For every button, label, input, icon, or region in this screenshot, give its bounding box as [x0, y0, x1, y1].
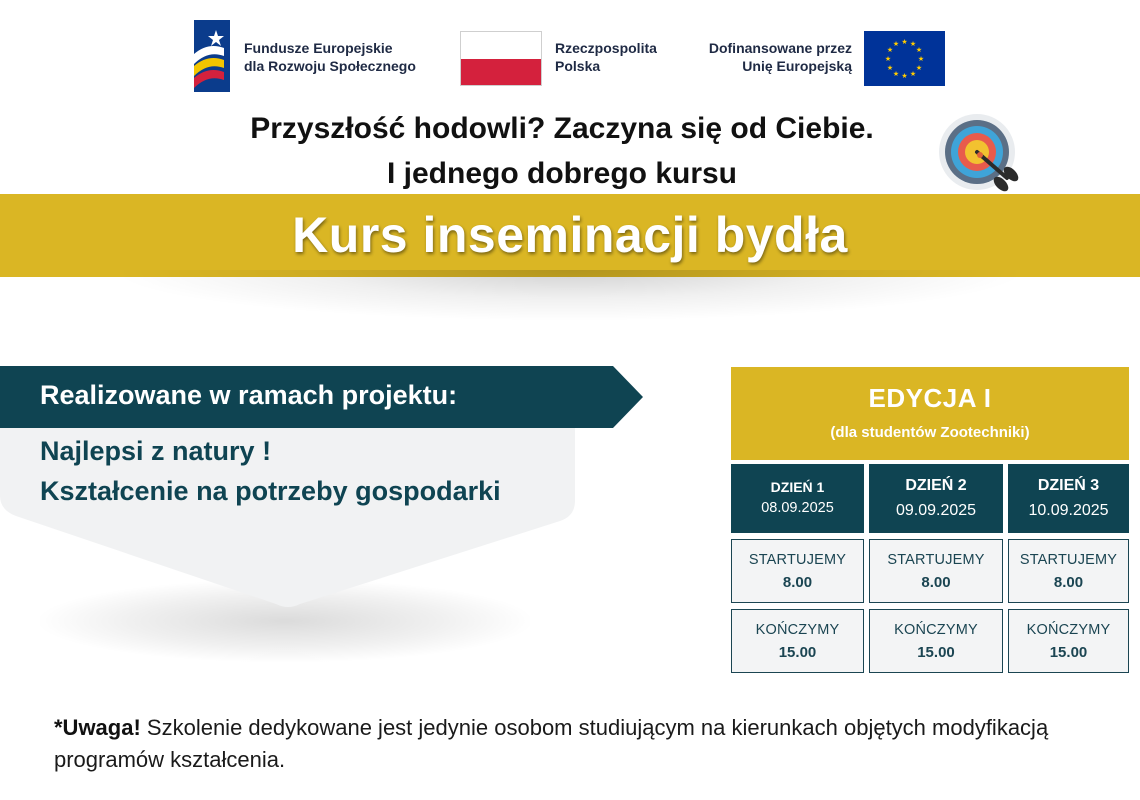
eu-cofunded-text — [680, 39, 852, 75]
start-cell-2 — [869, 539, 1003, 603]
svg-text:★: ★ — [886, 64, 894, 72]
course-title: Kurs inseminacji bydła — [292, 207, 848, 263]
end-label: KOŃCZYMY — [894, 622, 978, 638]
edition-subtitle: (dla studentów Zootechniki) — [830, 424, 1030, 441]
eu-funds-line1: Fundusze Europejskie — [244, 40, 393, 56]
end-cell-1 — [731, 609, 864, 673]
day-header-3 — [1008, 464, 1129, 533]
edition-header — [731, 367, 1129, 460]
eu-cofunded-line2: Unię Europejską — [742, 58, 852, 74]
day-date: 09.09.2025 — [895, 502, 977, 519]
end-cell-3 — [1008, 609, 1129, 673]
day-header-1 — [731, 464, 864, 533]
svg-text:★: ★ — [892, 70, 900, 78]
edition-title: EDYCJA I — [868, 383, 992, 413]
svg-text:★: ★ — [884, 55, 892, 63]
day-label: DZIEŃ 1 — [770, 479, 825, 495]
poland-line1: Rzeczpospolita — [555, 40, 657, 56]
poland-logo-text — [555, 39, 657, 75]
start-label: STARTUJEMY — [748, 552, 847, 568]
eu-funds-logo-text — [244, 39, 416, 75]
end-time: 15.00 — [778, 644, 817, 661]
svg-text:★: ★ — [915, 46, 923, 54]
svg-text:★: ★ — [917, 55, 925, 63]
day-date: 10.09.2025 — [1028, 502, 1109, 519]
svg-text:★: ★ — [915, 64, 923, 72]
start-time: 8.00 — [921, 574, 951, 591]
start-label: STARTUJEMY — [887, 552, 985, 568]
start-label: STARTUJEMY — [1019, 552, 1118, 568]
day-date: 08.09.2025 — [761, 500, 834, 516]
svg-text:★: ★ — [909, 70, 917, 78]
project-label: Realizowane w ramach projektu: — [40, 380, 458, 410]
start-time: 8.00 — [782, 574, 813, 591]
start-cell-3 — [1008, 539, 1129, 603]
end-time: 15.00 — [917, 644, 955, 661]
svg-text:★: ★ — [901, 72, 908, 80]
start-cell-1 — [731, 539, 864, 603]
eu-flag-icon — [864, 31, 945, 86]
day-label: DZIEŃ 2 — [905, 477, 967, 494]
headline-line2: I jednego dobrego kursu — [386, 157, 738, 190]
end-label: KOŃCZYMY — [755, 622, 840, 638]
svg-text:★: ★ — [901, 38, 908, 46]
poland-line2: Polska — [555, 58, 601, 74]
project-name-line1: Najlepsi z natury ! — [40, 436, 272, 466]
start-time: 8.00 — [1053, 574, 1084, 591]
target-dart-icon — [937, 112, 1019, 194]
eu-funds-line2: dla Rozwoju Społecznego — [244, 58, 416, 74]
footnote-warning: *Uwaga! — [54, 715, 141, 740]
eu-cofunded-line1: Dofinansowane przez — [708, 40, 852, 56]
svg-text:★: ★ — [909, 40, 917, 48]
course-banner — [0, 194, 1140, 277]
project-name-line2: Kształcenie na potrzeby gospodarki — [40, 476, 501, 506]
banner-shadow — [120, 270, 1020, 320]
eu-funds-logo-icon — [194, 20, 230, 92]
end-cell-2 — [869, 609, 1003, 673]
day-label: DZIEŃ 3 — [1037, 477, 1100, 494]
end-label: KOŃCZYMY — [1026, 622, 1111, 638]
end-time: 15.00 — [1049, 644, 1088, 661]
poland-flag-icon — [460, 31, 542, 86]
svg-text:★: ★ — [886, 46, 894, 54]
svg-text:★: ★ — [892, 40, 900, 48]
footnote-text: Szkolenie dedykowane jest jedynie osobom studiującym na kierunkach objętych modyfikacją programów kształcenia. — [54, 715, 1049, 772]
headline-line1: Przyszłość hodowli? Zaczyna się od Ciebie. — [250, 112, 874, 145]
day-header-2 — [869, 464, 1003, 533]
footnote — [54, 712, 1114, 776]
